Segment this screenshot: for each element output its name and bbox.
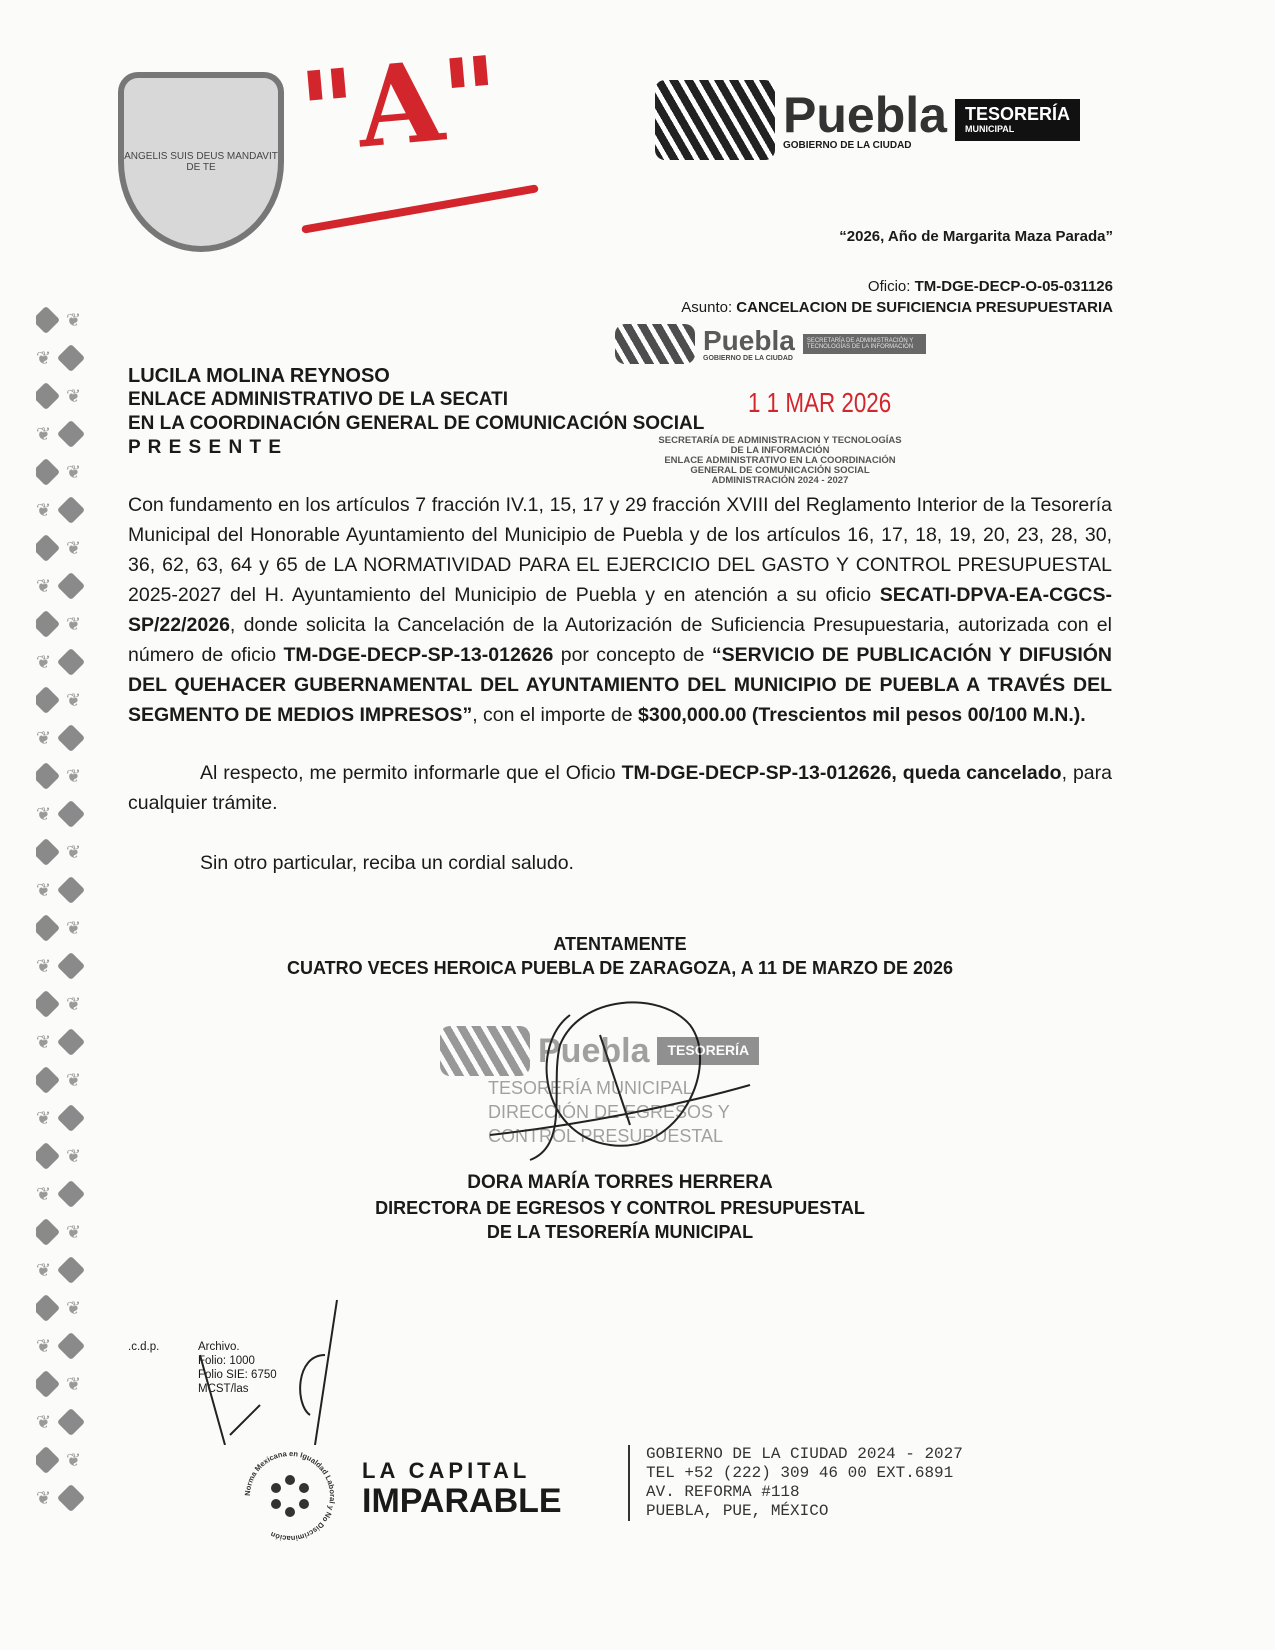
border-motif: ❦	[36, 989, 106, 1019]
border-motif: ❦	[36, 1293, 106, 1323]
border-motif: ❦	[36, 1179, 106, 1209]
border-motif: ❦	[36, 1483, 106, 1513]
decorative-border	[36, 305, 106, 1545]
border-motif: ❦	[36, 723, 106, 753]
cdp-list: Archivo. Folio: 1000 Folio SIE: 6750 MCST/las	[198, 1341, 277, 1395]
border-motif: ❦	[36, 1331, 106, 1361]
border-motif: ❦	[36, 343, 106, 373]
oficio-number: Oficio: TM-DGE-DECP-O-05-031126	[867, 278, 1113, 295]
igualdad-laboral-badge	[240, 1446, 340, 1546]
border-motif: ❦	[36, 571, 106, 601]
year-motto: “2026, Año de Margarita Maza Parada”	[839, 228, 1113, 245]
border-motif: ❦	[36, 799, 106, 829]
reception-stamp-logo: Puebla GOBIERNO DE LA CIUDAD SECRETARÍA DE ADMINISTRACIÓN Y TECNOLOGÍAS DE LA INFORMACIÓN	[615, 324, 926, 364]
border-motif: ❦	[36, 951, 106, 981]
handwritten-red-mark: "A"	[294, 31, 506, 178]
body-paragraph-1: Con fundamento en los artículos 7 fracción IV.1, 15, 17 y 29 fracción XVIII del Reglamento Interior de la Tesorería Municipal del Honorable Ayuntamiento del Municipio de Puebla y de los artículos 16, 17, 18, 19, 20, 23, 28, 30, 36, 62, 63, 64 y 65 de LA NORMATIVIDAD PARA EL EJERCICIO DEL GASTO Y CONTROL PRESUPUESTAL 2025-2027 del H. Ayuntamiento del Municipio de Puebla y en atención a su oficio SECATI-DPVA-EA-CGCS-SP/22/2026, donde solicita la Cancelación de la Autorización de Suficiencia Presupuestaria, autorizada con el número de oficio TM-DGE-DECP-SP-13-012626 por concepto de “SERVICIO DE PUBLICACIÓN Y DIFUSIÓN DEL QUEHACER GUBERNAMENTAL DEL AYUNTAMIENTO DEL MUNICIPIO DE PUEBLA A TRAVÉS DEL SEGMENTO DE MEDIOS IMPRESOS”, con el importe de $300,000.00 (Trescientos mil pesos 00/100 M.N.).	[128, 494, 1113, 726]
atentamente: ATENTAMENTE	[553, 934, 687, 954]
border-motif: ❦	[36, 1407, 106, 1437]
body-paragraph-2: Al respecto, me permito informarle que el Oficio TM-DGE-DECP-SP-13-012626, queda cancelado, para cualquier trámite.	[128, 762, 1112, 814]
logo-emblem-icon	[655, 80, 775, 160]
signer-title-1: DIRECTORA DE EGRESOS Y CONTROL PRESUPUESTAL	[375, 1198, 865, 1218]
border-motif: ❦	[36, 1065, 106, 1095]
body-paragraph-3: Sin otro particular, reciba un cordial saludo.	[200, 852, 574, 874]
border-motif: ❦	[36, 457, 106, 487]
tesoreria-seal-stamp: Puebla TESORERÍA TESORERÍA MUNICIPAL DIRECCIÓN DE EGRESOS Y CONTROL PRESUPUESTAL	[440, 1026, 759, 1148]
border-motif: ❦	[36, 1255, 106, 1285]
border-motif: ❦	[36, 647, 106, 677]
reception-stamp-text: SECRETARÍA DE ADMINISTRACION Y TECNOLOGÍAS DE LA INFORMACIÓN ENLACE ADMINISTRATIVO EN LA COORDINACIÓN GENERAL DE COMUNICACIÓN SOCIAL ADMINISTRACIÓN 2024 - 2027	[658, 435, 902, 486]
border-motif: ❦	[36, 381, 106, 411]
border-motif: ❦	[36, 1141, 106, 1171]
tesoreria-badge: TESORERÍA MUNICIPAL	[955, 99, 1080, 141]
svg-text:Norma Mexicana en Igualdad Lab: Norma Mexicana en Igualdad Laboral y No Discriminación	[242, 1448, 338, 1544]
signer-name: DORA MARÍA TORRES HERRERA	[467, 1172, 773, 1193]
place-date: CUATRO VECES HEROICA PUEBLA DE ZARAGOZA, A 11 DE MARZO DE 2026	[286, 958, 954, 978]
border-motif: ❦	[36, 685, 106, 715]
border-motif: ❦	[36, 419, 106, 449]
puebla-tesoreria-logo: Puebla GOBIERNO DE LA CIUDAD TESORERÍA MUNICIPAL	[655, 80, 1080, 160]
border-motif: ❦	[36, 1369, 106, 1399]
la-capital-imparable-logo: LA CAPITAL IMPARABLE	[362, 1458, 562, 1520]
border-motif: ❦	[36, 761, 106, 791]
border-motif: ❦	[36, 609, 106, 639]
border-motif: ❦	[36, 875, 106, 905]
logo-emblem-icon	[615, 324, 695, 364]
recipient-block: LUCILA MOLINA REYNOSO ENLACE ADMINISTRATIVO DE LA SECATI EN LA COORDINACIÓN GENERAL DE COMUNICACIÓN SOCIAL P R E S E N T E	[128, 365, 705, 458]
border-motif: ❦	[36, 1103, 106, 1133]
letter-body	[128, 490, 1112, 878]
asunto: Asunto: CANCELACION DE SUFICIENCIA PRESUPUESTARIA	[681, 299, 1113, 316]
border-motif: ❦	[36, 837, 106, 867]
border-motif: ❦	[36, 1027, 106, 1057]
initials-signature	[195, 1295, 345, 1445]
footer-address: GOBIERNO DE LA CIUDAD 2024 - 2027 TEL +52 (222) 309 46 00 EXT.6891 AV. REFORMA #118 PUEBLA, PUE, MÉXICO	[628, 1445, 963, 1521]
city-seal: ANGELIS SUIS DEUS MANDAVIT DE TE	[118, 72, 284, 252]
border-motif: ❦	[36, 1217, 106, 1247]
handwritten-red-stroke	[301, 184, 539, 234]
border-motif: ❦	[36, 305, 106, 335]
cdp-label: .c.d.p.	[128, 1341, 160, 1353]
signer-title-2: DE LA TESORERÍA MUNICIPAL	[486, 1222, 754, 1242]
border-motif: ❦	[36, 1445, 106, 1475]
border-motif: ❦	[36, 533, 106, 563]
received-date-stamp: 1 1 MAR 2026	[748, 387, 892, 418]
border-motif: ❦	[36, 495, 106, 525]
border-motif: ❦	[36, 913, 106, 943]
